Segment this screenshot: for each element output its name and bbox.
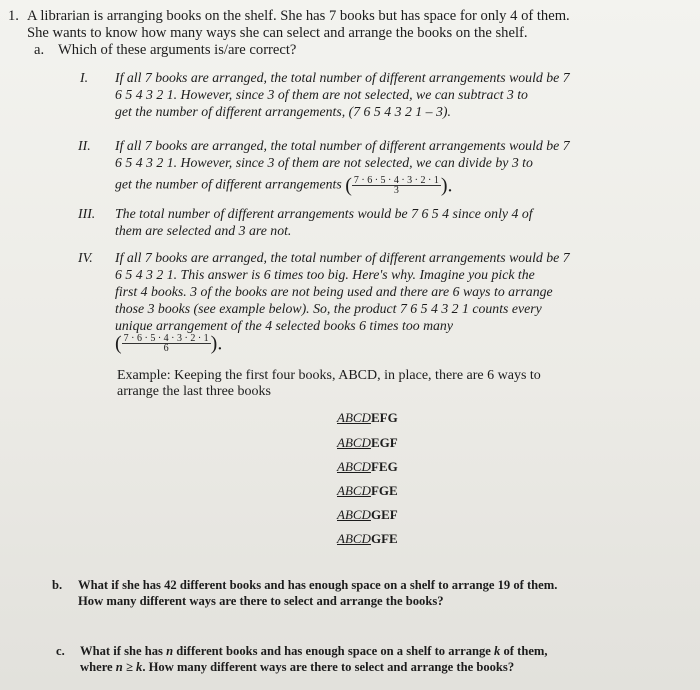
- argument-2-line-3-text: get the number of different arrangements: [115, 176, 342, 192]
- argument-1-numeral: I.: [80, 70, 89, 85]
- argument-2-fraction: [352, 176, 441, 195]
- argument-4-line-2: 6 5 4 3 2 1. This answer is 6 times too big. Here's why. Imagine you pick the: [115, 267, 535, 282]
- example-line-2: arrange the last three books: [117, 384, 271, 399]
- argument-1-line-2: 6 5 4 3 2 1. However, since 3 of them are not selected, we can subtract 3 to: [115, 87, 528, 102]
- argument-2-line-1: If all 7 books are arranged, the total number of different arrangements would be 7: [115, 138, 570, 153]
- arrangement-item: [337, 531, 398, 547]
- open-paren: (: [115, 332, 122, 355]
- argument-4-fraction: [122, 334, 211, 353]
- question-number: 1.: [8, 8, 19, 24]
- close-paren: ).: [440, 174, 453, 197]
- fraction-denominator: 6: [163, 343, 169, 354]
- argument-3-line-2: them are selected and 3 are not.: [115, 223, 292, 238]
- fraction-denominator: 3: [393, 185, 399, 196]
- arrangement-item: [337, 410, 398, 426]
- question-line-2: She wants to know how many ways she can select and arrange the books on the shelf.: [27, 25, 528, 41]
- part-c-text: What if she has: [80, 644, 167, 658]
- variable-n: n: [166, 644, 174, 658]
- argument-4-line-1: If all 7 books are arranged, the total number of different arrangements would be 7: [115, 250, 570, 265]
- variable-k: k: [494, 644, 501, 658]
- part-b-line-1: What if she has 42 different books and has enough space on a shelf to arrange 19 of them.: [78, 578, 558, 592]
- arrangement-fixed: ABCD: [337, 459, 371, 474]
- part-c-text: different books and has enough space on a shelf to arrange: [173, 644, 495, 658]
- arrangement-fixed: ABCD: [337, 531, 371, 546]
- argument-4-line-4: those 3 books (see example below). So, the product 7 6 5 4 3 2 1 counts every: [115, 301, 542, 316]
- argument-4-line-3: first 4 books. 3 of the books are not being used and there are 6 ways to arrange: [115, 284, 553, 299]
- part-c-text: where: [80, 660, 116, 674]
- arrangement-rest: FEG: [370, 459, 398, 474]
- argument-2-numeral: II.: [78, 138, 91, 153]
- close-paren: ).: [210, 332, 223, 355]
- argument-2-line-2: 6 5 4 3 2 1. However, since 3 of them are not selected, we can divide by 3 to: [115, 155, 533, 170]
- argument-3-line-1: The total number of different arrangements would be 7 6 5 4 since only 4 of: [115, 206, 533, 221]
- argument-3-numeral: III.: [78, 206, 96, 221]
- arrangement-fixed: ABCD: [337, 435, 371, 450]
- argument-1-line-1: If all 7 books are arranged, the total number of different arrangements would be 7: [115, 70, 570, 85]
- argument-4-numeral: IV.: [78, 250, 93, 265]
- condition-n-ge-k: n ≥ k: [115, 660, 143, 674]
- part-c-label: c.: [56, 644, 65, 658]
- arrangement-fixed: ABCD: [337, 410, 371, 425]
- arrangement-rest: EFG: [370, 410, 398, 425]
- argument-4-fraction-line: [115, 334, 222, 353]
- arrangement-rest: GEF: [370, 507, 398, 522]
- part-c-text: of them,: [500, 644, 548, 658]
- part-a-label: a.: [34, 42, 45, 58]
- argument-4-line-5: unique arrangement of the 4 selected books 6 times too many: [115, 318, 453, 333]
- fraction-numerator: 7 · 6 · 5 · 4 · 3 · 2 · 1: [123, 333, 209, 344]
- part-c-line-2: [80, 660, 514, 675]
- arrangement-fixed: ABCD: [337, 507, 371, 522]
- arrangement-fixed: ABCD: [337, 483, 371, 498]
- question-line-1: A librarian is arranging books on the shelf. She has 7 books but has space for only 4 of them.: [27, 8, 570, 24]
- arrangement-item: [337, 507, 398, 523]
- fraction-numerator: 7 · 6 · 5 · 4 · 3 · 2 · 1: [353, 175, 439, 186]
- arrangement-rest: GFE: [370, 531, 398, 546]
- example-line-1: Example: Keeping the first four books, ABCD, in place, there are 6 ways to: [117, 368, 541, 383]
- arrangement-rest: FGE: [370, 483, 398, 498]
- part-b-label: b.: [52, 578, 63, 592]
- arrangement-item: [337, 483, 398, 499]
- arrangement-item: [337, 435, 398, 451]
- part-b-line-2: How many different ways are there to select and arrange the books?: [78, 594, 444, 608]
- argument-1-line-3: get the number of different arrangements, (7 6 5 4 3 2 1 – 3).: [115, 104, 451, 119]
- part-a-text: Which of these arguments is/are correct?: [58, 42, 297, 58]
- part-c-text: . How many different ways are there to select and arrange the books?: [142, 660, 515, 674]
- argument-2-line-3: [115, 176, 453, 195]
- open-paren: (: [345, 174, 352, 197]
- part-c-line-1: [80, 644, 548, 659]
- arrangement-item: [337, 459, 398, 475]
- arrangement-rest: EGF: [370, 435, 398, 450]
